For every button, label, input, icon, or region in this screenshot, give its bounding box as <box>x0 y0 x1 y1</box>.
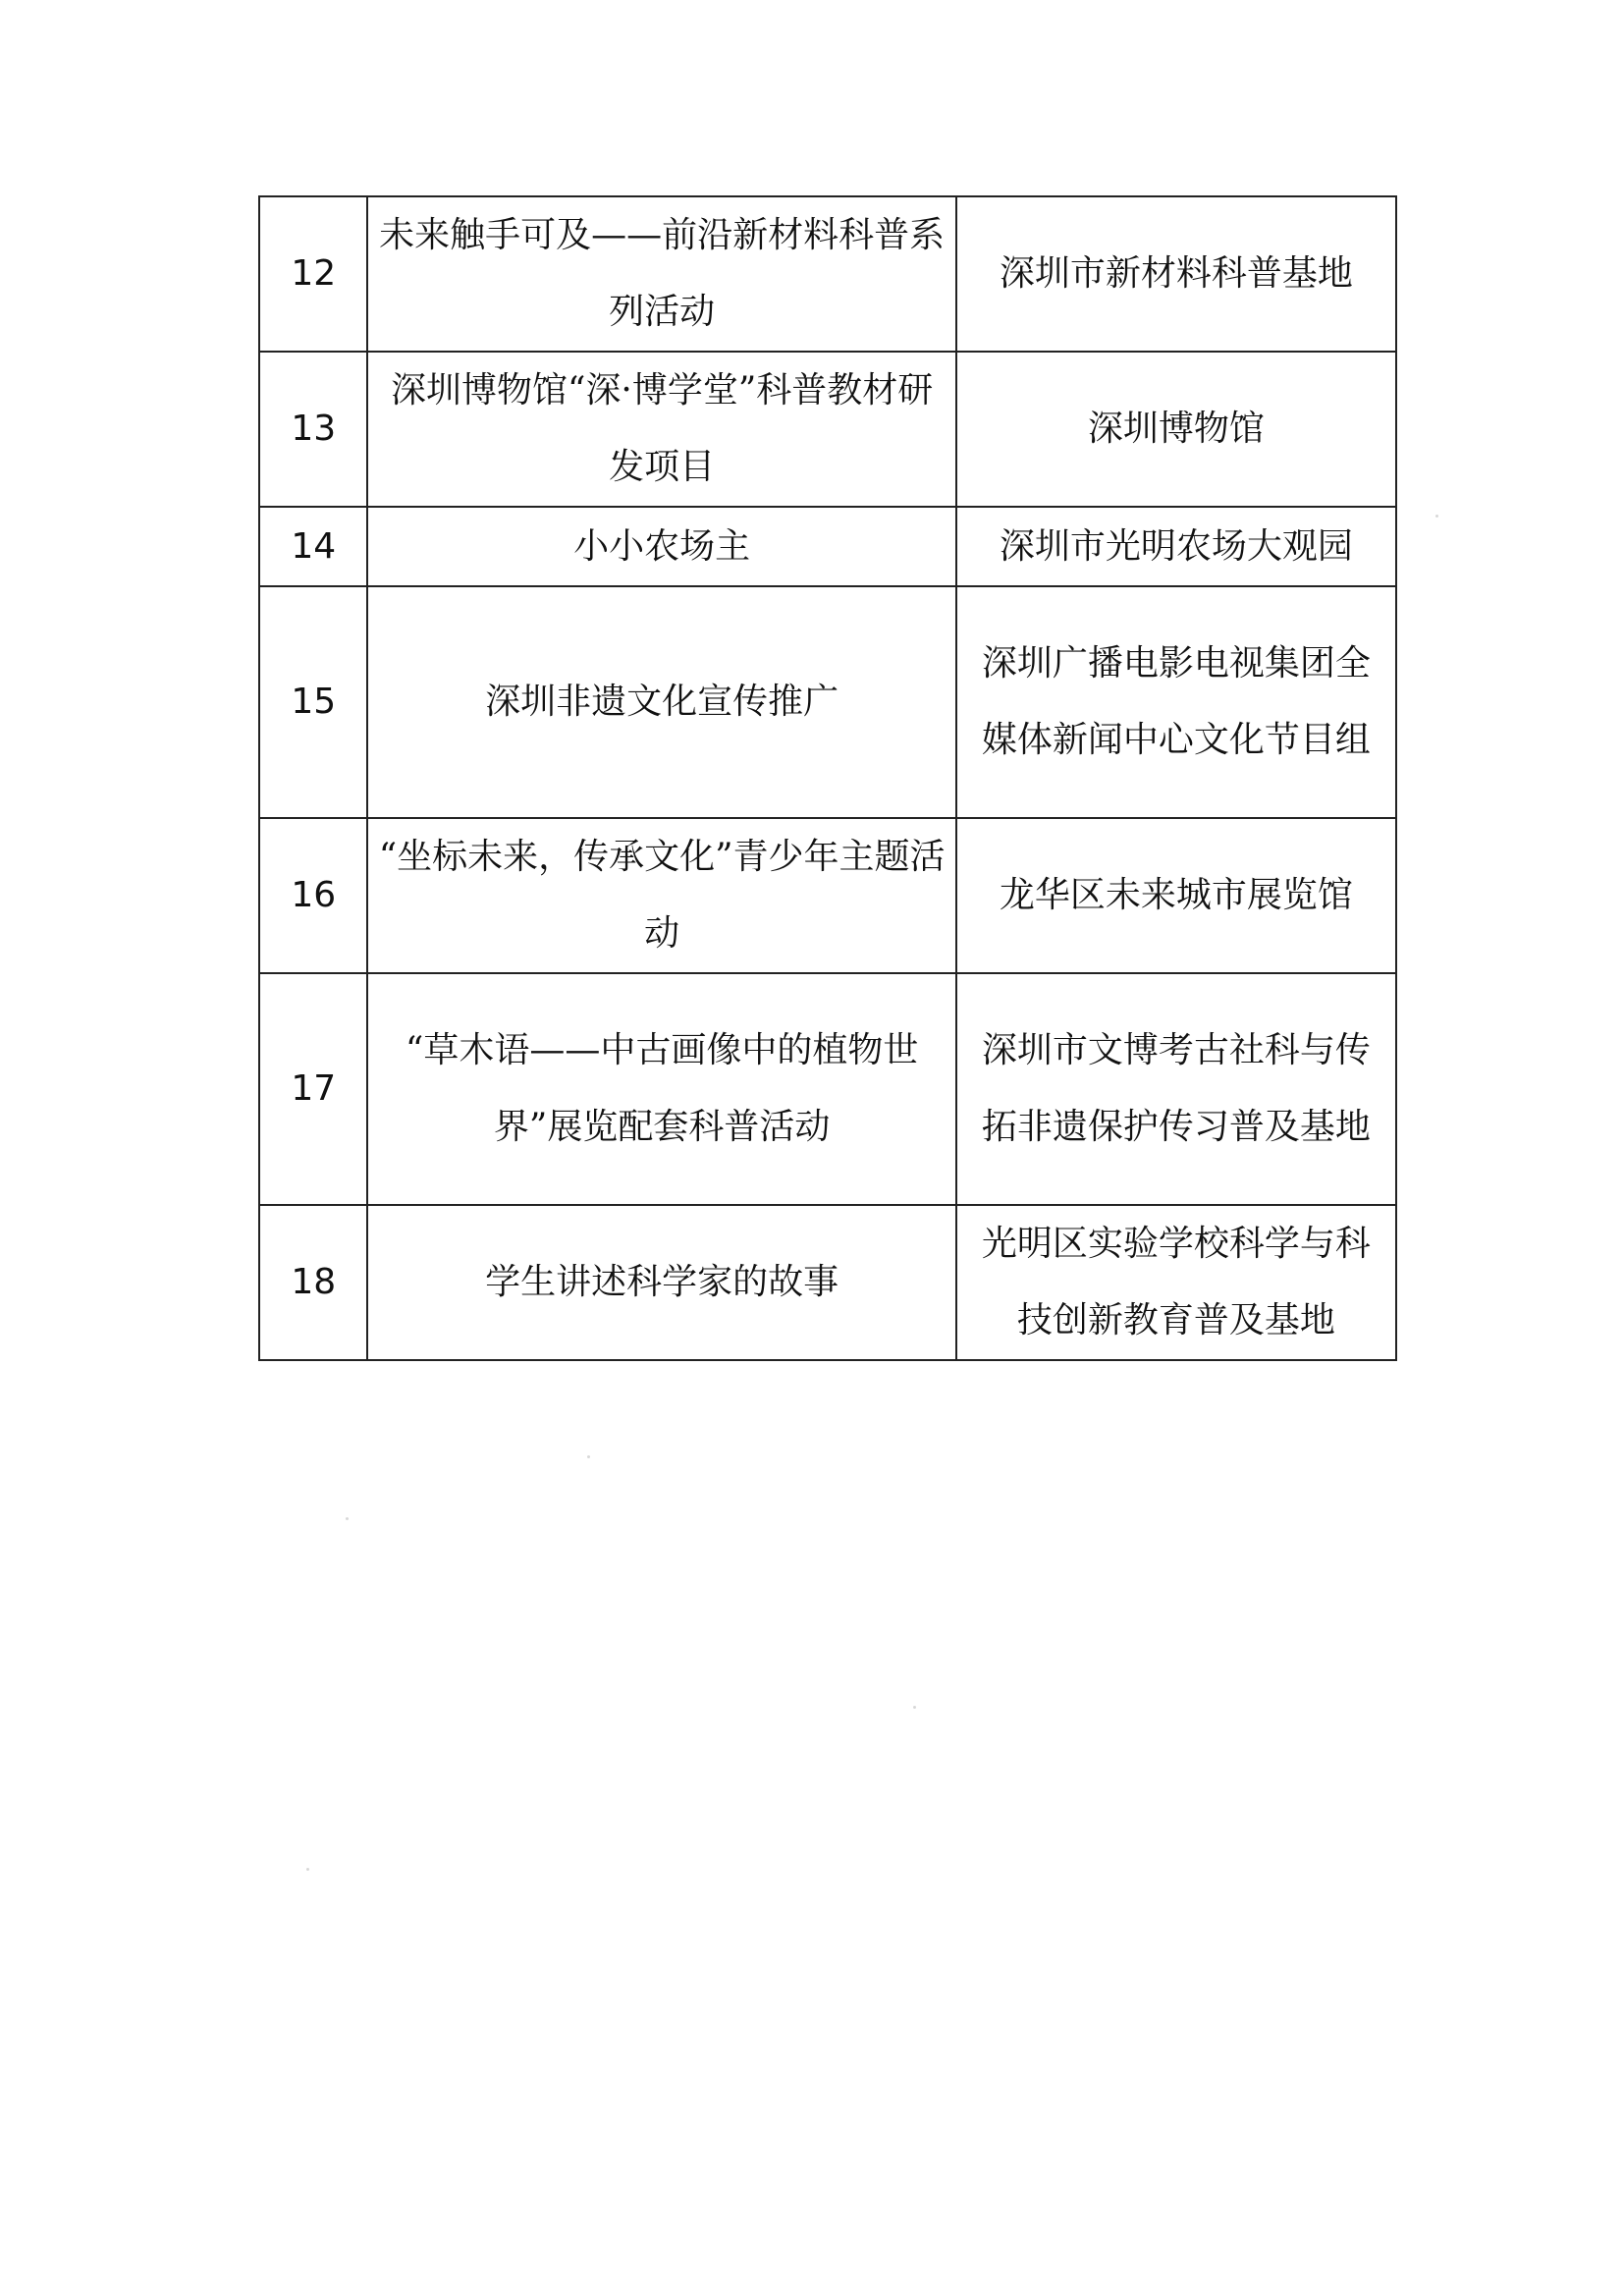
table-row <box>259 352 1396 507</box>
scan-speck <box>587 1455 590 1458</box>
organization-name: 光明区实验学校科学与科技创新教育普及基地 <box>956 1205 1396 1360</box>
table-row <box>259 196 1396 352</box>
project-name: 深圳非遗文化宣传推广 <box>367 586 955 818</box>
scan-speck <box>306 1868 309 1871</box>
organization-name: 深圳市文博考古社科与传拓非遗保护传习普及基地 <box>956 973 1396 1205</box>
project-name: 未来触手可及——前沿新材料科普系列活动 <box>367 196 955 352</box>
project-name: 学生讲述科学家的故事 <box>367 1205 955 1360</box>
row-number: 18 <box>259 1205 367 1360</box>
project-name: 深圳博物馆“深·博学堂”科普教材研发项目 <box>367 352 955 507</box>
row-number: 17 <box>259 973 367 1205</box>
organization-name: 龙华区未来城市展览馆 <box>956 818 1396 973</box>
table-row <box>259 1205 1396 1360</box>
row-number: 15 <box>259 586 367 818</box>
project-table <box>258 195 1397 1361</box>
organization-name: 深圳市光明农场大观园 <box>956 507 1396 586</box>
scan-speck <box>346 1517 349 1520</box>
organization-name: 深圳博物馆 <box>956 352 1396 507</box>
row-number: 16 <box>259 818 367 973</box>
table-row <box>259 818 1396 973</box>
row-number: 12 <box>259 196 367 352</box>
scan-speck <box>1435 515 1438 518</box>
row-number: 14 <box>259 507 367 586</box>
row-number: 13 <box>259 352 367 507</box>
table-row <box>259 586 1396 818</box>
project-name: 小小农场主 <box>367 507 955 586</box>
table-row <box>259 507 1396 586</box>
scan-speck <box>913 1706 916 1709</box>
organization-name: 深圳市新材料科普基地 <box>956 196 1396 352</box>
project-name: “草木语——中古画像中的植物世界”展览配套科普活动 <box>367 973 955 1205</box>
table-row <box>259 973 1396 1205</box>
organization-name: 深圳广播电影电视集团全媒体新闻中心文化节目组 <box>956 586 1396 818</box>
project-name: “坐标未来，传承文化”青少年主题活动 <box>367 818 955 973</box>
